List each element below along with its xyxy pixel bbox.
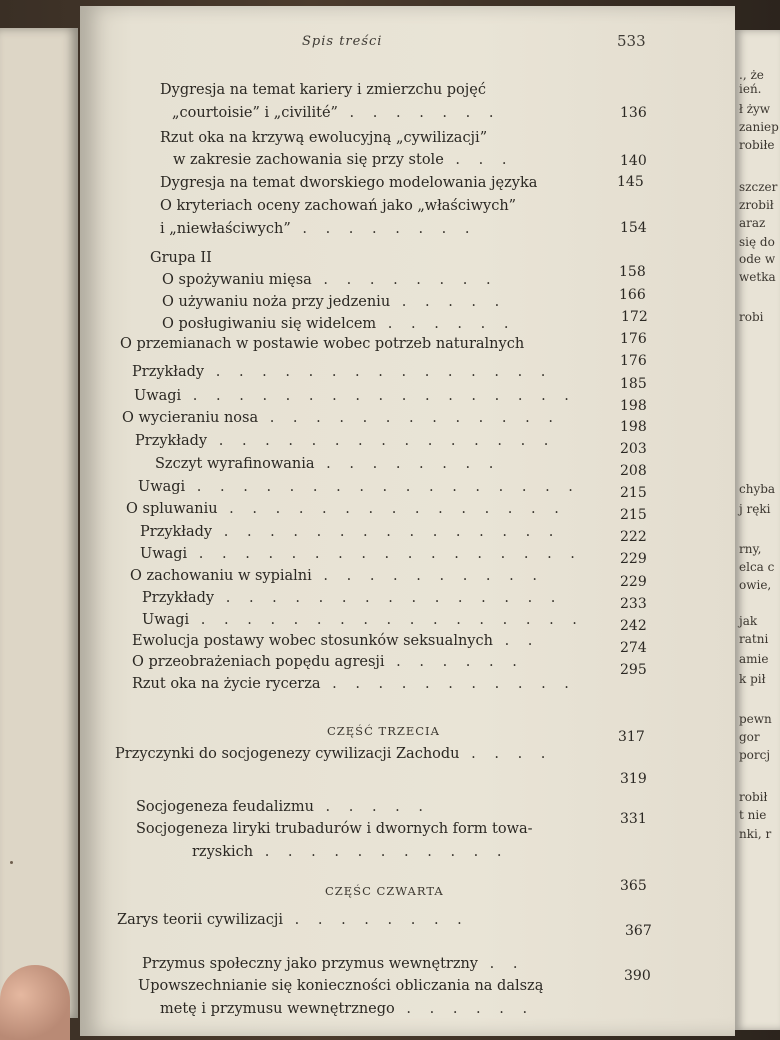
next-page-fragment: się do	[739, 235, 775, 249]
toc-page-number: 176	[620, 353, 647, 369]
toc-entry: Przyczynki do socjogenezy cywilizacji Zachodu . . . .	[115, 746, 553, 762]
next-page-fragment: pewn	[739, 712, 772, 726]
toc-page-number: 158	[619, 264, 646, 280]
page-number: 533	[617, 32, 646, 50]
thumb	[0, 965, 70, 1040]
toc-entry: Rzut oka na życie rycerza . . . . . . . . . . .	[132, 676, 576, 692]
toc-page-number: 229	[620, 551, 647, 567]
part-heading: CZĘŚC CZWARTA	[325, 884, 444, 898]
running-title: Spis treści	[302, 34, 383, 49]
next-page-fragment: elca c	[739, 560, 775, 574]
toc-entry: O spluwaniu . . . . . . . . . . . . . . .	[126, 501, 566, 517]
toc-page-number: 390	[624, 968, 651, 984]
toc-page-number: 198	[620, 398, 647, 414]
toc-entry: O używaniu noża przy jedzeniu . . . . .	[162, 294, 507, 310]
toc-page-number: 229	[620, 574, 647, 590]
next-page-fragment: ratni	[739, 632, 769, 646]
toc-page-number: 203	[620, 441, 647, 457]
next-page-fragment: szczer	[739, 180, 778, 194]
next-page-fragment: gor	[739, 730, 760, 744]
toc-entry: Socjogeneza liryki trubadurów i dwornych form towa-	[136, 821, 533, 837]
toc-entry: i „niewłaściwych” . . . . . . . .	[160, 221, 477, 237]
next-page-fragment: rny,	[739, 542, 762, 556]
toc-entry: Przymus społeczny jako przymus wewnętrzny . .	[142, 956, 525, 972]
speck	[10, 861, 13, 864]
toc-page-number: 317	[618, 729, 645, 745]
toc-entry: Przykłady . . . . . . . . . . . . . . .	[140, 524, 561, 540]
toc-page-number: 274	[620, 640, 647, 656]
toc-entry: Uwagi . . . . . . . . . . . . . . . . .	[134, 388, 576, 404]
next-page-edge	[735, 30, 780, 1030]
toc-page-number: 215	[620, 485, 647, 501]
toc-page-number: 365	[620, 878, 647, 894]
toc-page-number: 176	[620, 331, 647, 347]
next-page-fragment: ode w	[739, 252, 776, 266]
toc-entry: Zarys teorii cywilizacji . . . . . . . .	[117, 912, 469, 928]
next-page-fragment: amie	[739, 652, 769, 666]
next-page-fragment: porcj	[739, 748, 771, 762]
next-page-fragment: jak	[739, 614, 758, 628]
toc-page-number: 233	[620, 596, 647, 612]
next-page-fragment: ł żyw	[739, 102, 771, 116]
book-page	[80, 6, 735, 1036]
toc-entry: O spożywaniu mięsa . . . . . . . .	[162, 272, 498, 288]
toc-entry: Rzut oka na krzywą ewolucyjną „cywilizacji”	[160, 130, 488, 146]
next-page-fragment: ień.	[739, 82, 762, 96]
next-page-fragment: araz	[739, 216, 766, 230]
next-page-fragment: zaniep	[739, 120, 779, 134]
toc-entry: „courtoisie” i „civilité” . . . . . . .	[172, 105, 501, 121]
toc-page-number: 319	[620, 771, 647, 787]
toc-group-heading: Grupa II	[150, 250, 212, 266]
part-heading: CZĘŚĆ TRZECIA	[327, 724, 440, 738]
toc-page-number: 145	[617, 174, 644, 190]
next-page-fragment: robi	[739, 310, 764, 324]
toc-page-number: 208	[620, 463, 647, 479]
toc-entry: Dygresja na temat kariery i zmierzchu pojęć	[160, 82, 486, 98]
next-page-fragment: chyba	[739, 482, 776, 496]
toc-entry: O kryteriach oceny zachowań jako „właściwych”	[160, 198, 517, 214]
next-page-fragment: owie,	[739, 578, 772, 592]
toc-entry: metę i przymusu wewnętrznego . . . . . .	[160, 1001, 535, 1017]
toc-entry: Przykłady . . . . . . . . . . . . . . .	[135, 433, 556, 449]
running-header	[80, 34, 735, 58]
toc-entry: Uwagi . . . . . . . . . . . . . . . . .	[142, 612, 584, 628]
toc-entry: rzyskich . . . . . . . . . . .	[192, 844, 509, 860]
toc-page-number: 172	[621, 309, 648, 325]
toc-entry: O posługiwaniu się widelcem . . . . . .	[162, 316, 516, 332]
toc-entry: Uwagi . . . . . . . . . . . . . . . . .	[140, 546, 582, 562]
toc-page-number: 215	[620, 507, 647, 523]
toc-page-number: 166	[619, 287, 646, 303]
toc-page-number: 331	[620, 811, 647, 827]
toc-page-number: 136	[620, 105, 647, 121]
toc-entry: Dygresja na temat dworskiego modelowania języka	[160, 175, 538, 191]
toc-entry: Szczyt wyrafinowania . . . . . . . .	[155, 456, 501, 472]
toc-page-number: 242	[620, 618, 647, 634]
next-page-fragment: t nie	[739, 808, 767, 822]
next-page-fragment: wetka	[739, 270, 776, 284]
next-page-fragment: zrobił	[739, 198, 774, 212]
toc-entry: O przemianach w postawie wobec potrzeb naturalnych	[120, 336, 525, 352]
toc-entry: Upowszechnianie się konieczności obliczania na dalszą	[138, 978, 544, 994]
toc-entry: Uwagi . . . . . . . . . . . . . . . . .	[138, 479, 580, 495]
toc-entry: Ewolucja postawy wobec stosunków seksualnych . .	[132, 633, 540, 649]
toc-entry: O wycieraniu nosa . . . . . . . . . . . . .	[122, 410, 560, 426]
next-page-fragment: ., że	[739, 68, 764, 82]
next-page-fragment: robiłe	[739, 138, 775, 152]
next-page-fragment: nki, r	[739, 827, 772, 841]
toc-page-number: 367	[625, 923, 652, 939]
toc-entry: w zakresie zachowania się przy stole . . .	[173, 152, 514, 168]
next-page-fragment: robił	[739, 790, 768, 804]
toc-entry: Socjogeneza feudalizmu . . . . .	[136, 799, 430, 815]
toc-page-number: 198	[620, 419, 647, 435]
next-page-fragment: k pił	[739, 672, 766, 686]
toc-page-number: 222	[620, 529, 647, 545]
next-page-fragment: j ręki	[739, 502, 771, 516]
left-page-edge	[0, 28, 78, 1018]
toc-entry: Przykłady . . . . . . . . . . . . . . .	[132, 364, 553, 380]
toc-page-number: 140	[620, 153, 647, 169]
toc-page-number: 185	[620, 376, 647, 392]
toc-entry: O zachowaniu w sypialni . . . . . . . . . .	[130, 568, 544, 584]
toc-entry: Przykłady . . . . . . . . . . . . . . .	[142, 590, 563, 606]
toc-page-number: 154	[620, 220, 647, 236]
toc-entry: O przeobrażeniach popędu agresji . . . . . .	[132, 654, 524, 670]
toc-page-number: 295	[620, 662, 647, 678]
